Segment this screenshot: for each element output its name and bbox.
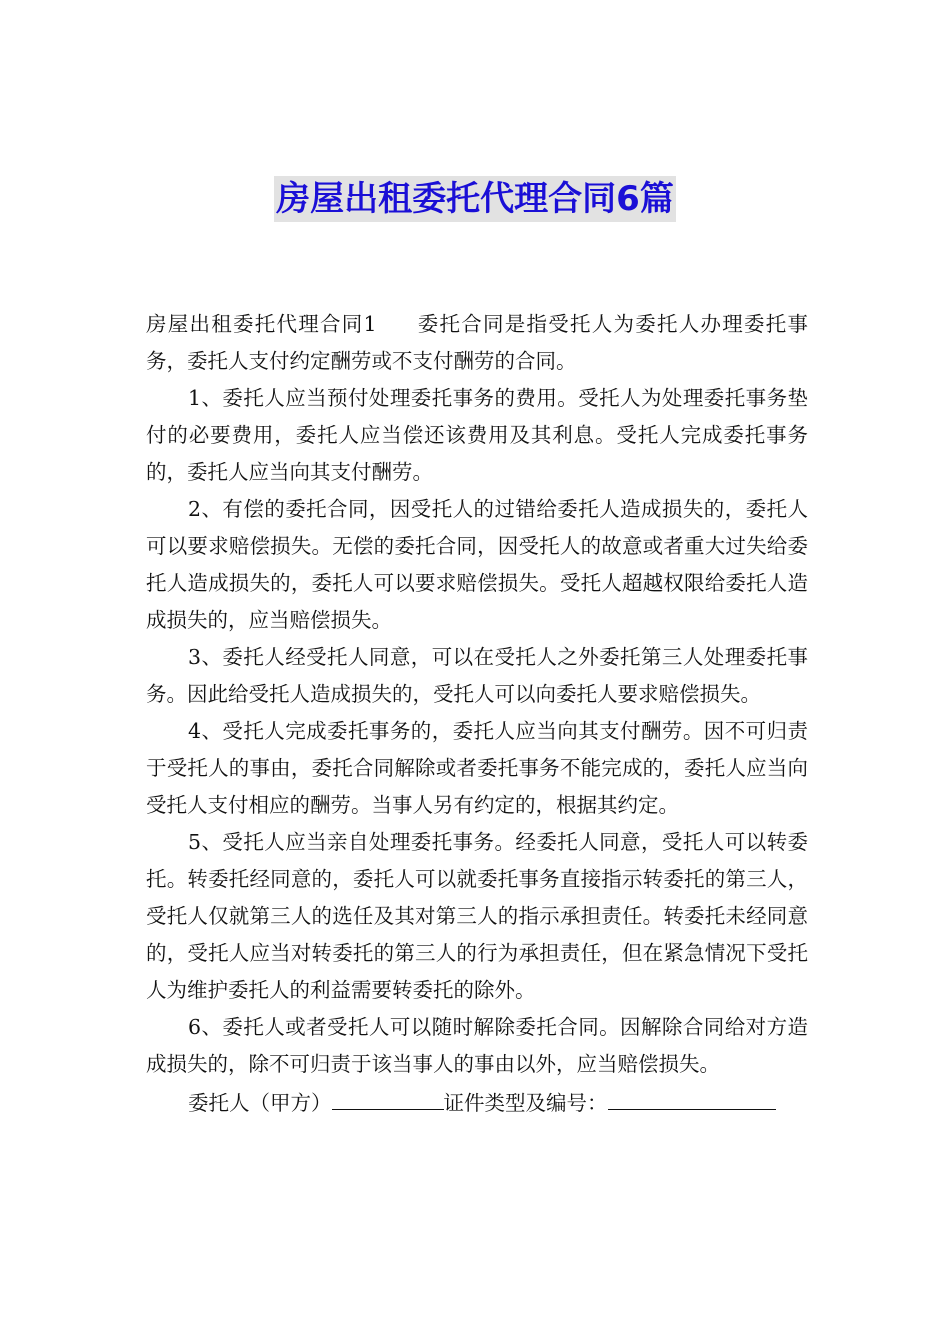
clause-paragraph: 5、受托人应当亲自处理委托事务。经委托人同意，受托人可以转委托。转委托经同意的，委托人可以就委托事务直接指示转委托的第三人，受托人仅就第三人的选任及其对第三人的指示承担责任。转委托未经同意的，受托人应当对转委托的第三人的行为承担责任，但在紧急情况下受托人为维护委托人的利益需要转委托的除外。 <box>146 830 808 1002</box>
id-label: 证件类型及编号： <box>443 1091 608 1115</box>
clause-paragraph: 6、委托人或者受托人可以随时解除委托合同。因解除合同给对方造成损失的，除不可归责于该当事人的事由以外，应当赔偿损失。 <box>146 1015 808 1076</box>
clause-paragraph: 1、委托人应当预付处理委托事务的费用。受托人为处理委托事务垫付的必要费用，委托人应当偿还该费用及其利息。受托人完成委托事务的，委托人应当向其支付酬劳。 <box>146 386 808 484</box>
signature-line <box>146 1083 808 1122</box>
id-number-blank[interactable] <box>608 1083 776 1110</box>
clause-paragraph: 2、有偿的委托合同，因受托人的过错给委托人造成损失的，委托人可以要求赔偿损失。无偿的委托合同，因受托人的故意或者重大过失给委托人造成损失的，委托人可以要求赔偿损失。受托人超越权限给委托人造成损失的，应当赔偿损失。 <box>146 497 808 632</box>
intro-paragraph <box>146 306 808 380</box>
clause-paragraph: 3、委托人经受托人同意，可以在受托人之外委托第三人处理委托事务。因此给受托人造成损失的，受托人可以向委托人要求赔偿损失。 <box>146 645 808 706</box>
document-title-text: 房屋出租委托代理合同6篇 <box>274 176 676 222</box>
intro-text: 委托合同是指受托人为委托人办理委托事务，委托人支付约定酬劳或不支付酬劳的合同。 <box>146 312 809 373</box>
party-label: 委托人（甲方） <box>188 1091 332 1115</box>
document-title <box>0 176 950 222</box>
document-body <box>146 306 808 1122</box>
clause-paragraph: 4、受托人完成委托事务的，委托人应当向其支付酬劳。因不可归责于受托人的事由，委托合同解除或者委托事务不能完成的，委托人应当向受托人支付相应的酬劳。当事人另有约定的，根据其约定。 <box>146 719 808 817</box>
intro-heading: 房屋出租委托代理合同1 <box>146 312 377 336</box>
party-name-blank[interactable] <box>332 1083 444 1110</box>
